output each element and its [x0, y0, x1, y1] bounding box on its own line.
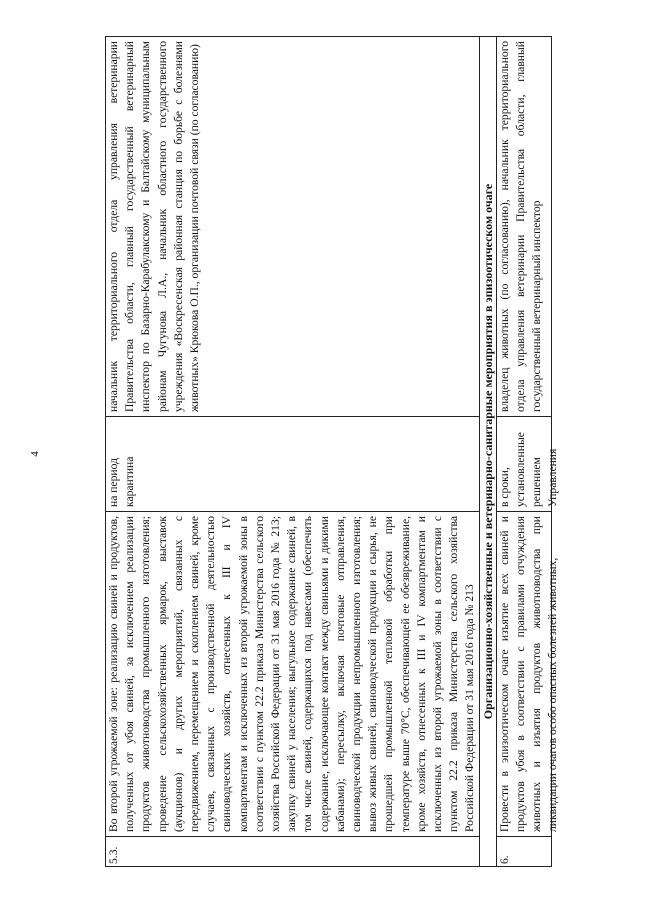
- responsible-cell: начальник территориального отдела управления ветеринарии Правительства области, главный государственный ветеринарный инспектор по Базарно-Карабулакскому и Балтайскому муниципальным районам Чугунова Л.А., начальник областного государственного учреждения «Воскресенская районная станция по борьбе с болезнями животных» Крюкова О.П., организации почтовой связи (по согласованию): [106, 37, 480, 417]
- measures-table: [105, 36, 560, 867]
- table-row: [496, 37, 551, 867]
- term-cell: в сроки, установленные решением Управления: [496, 417, 551, 512]
- row-number: 5.3.: [106, 837, 480, 867]
- responsible-cell: владелец животных (по согласованию), начальник территориального отдела управления ветеринарии Правительства области, главный государственный ветеринарный инспектор: [496, 37, 551, 417]
- measure-text: Провести в эпизоотическом очаге изъятие всех свиней и продуктов убоя в соответствии с правилами отчуждения животных и изъятия продуктов животноводства при ликвидации очагов особо опасных болезней животных,: [496, 512, 551, 837]
- section-row: [479, 37, 496, 867]
- rotated-page: [105, 37, 665, 867]
- measure-text: Во второй угрожаемой зоне: реализацию свиней и продуктов, полученных от убоя свиней, за исключением реализации продуктов животноводства промышленного изготовления; проведение сельскохозяйственных ярмарок, выставок (аукционов) и других мероприятий, связанных с передвижением, перемещением и скоплением свиней, кроме случаев, связанных с производственной деятельностью свиноводческих хозяйств, отнесенных к III и IV компартментам и исключенных из второй угрожаемой зоны в соответствии с пунктом 22.2 приказа Министерства сельского хозяйства Российской Федерации от 31 мая 2016 года № 213; закупку свиней у населения; выгульное содержание свиней, в том числе свиней, содержащихся под навесами (обеспечить содержание, исключающее контакт между свиньями и дикими кабанами); пересылку, включая почтовые отправления, свиноводческой продукции непромышленного изготовления; вывоз живых свиней, свиноводческой продукции и сырья, не прошедшей промышленной тепловой обработки при температуре выше 70°С, обеспечивающей ее обезвреживание, кроме хозяйств, отнесенных к III и IV компартментам и исключенных из второй угрожаемой зоны в соответствии с пунктом 22.2 приказа Министерства сельского хозяйства Российской Федерации от 31 мая 2016 года № 213: [106, 512, 480, 837]
- term-cell: на период карантина: [106, 417, 480, 512]
- table-row: [106, 37, 480, 867]
- section-heading: Организационно-хозяйственные и ветеринарно-санитарные мероприятия в эпизоотическом очаге: [479, 37, 496, 867]
- page-number: 4: [28, 451, 41, 457]
- row-number: 6.: [496, 837, 551, 867]
